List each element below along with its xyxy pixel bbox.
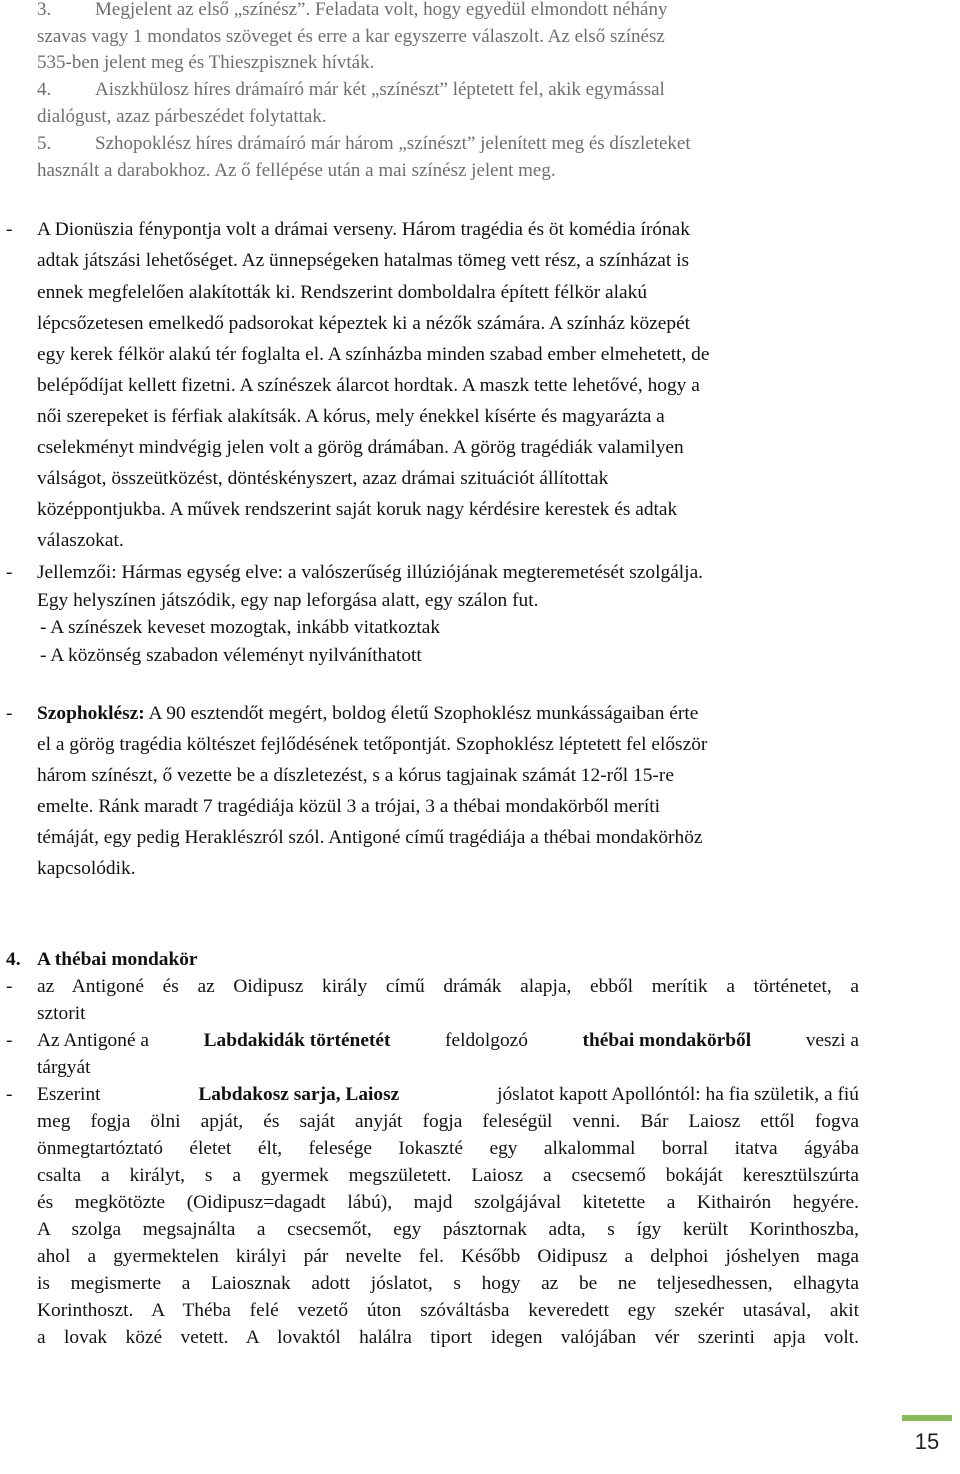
bullet-dash: - xyxy=(6,703,13,724)
paragraph-line: csalta a királyt, s a gyermek megszületett. Laiosz a csecsemő bokáját keresztülszúrta xyxy=(37,1165,859,1186)
szophoklesz-first-line xyxy=(37,703,698,725)
paragraph-line: A Dionüszia fénypontja volt a drámai verseny. Három tragédia és öt komédia írónak xyxy=(37,219,690,240)
paragraph-line: emelte. Ránk maradt 7 tragédiája közül 3 a trójai, 3 a thébai mondakörből meríti xyxy=(37,796,660,817)
paragraph-line: három színészt, ő vezette be a díszletezést, s a kórus tagjainak számát 12-ről 15-re xyxy=(37,765,674,786)
paragraph-line: önmegtartóztató életet élt, felesége Iokaszté egy alkalommal borral itatva ágyába xyxy=(37,1138,859,1159)
paragraph-line: tárgyát xyxy=(37,1057,91,1078)
paragraph-line: el a görög tragédia költészet fejlődésének tetőpontját. Szophoklész léptetett fel először xyxy=(37,734,708,755)
paragraph-line: kapcsolódik. xyxy=(37,858,136,879)
list-number: 5. xyxy=(37,133,52,154)
list-number: 3. xyxy=(37,0,52,20)
paragraph-line: Egy helyszínen játszódik, egy nap leforgása alatt, egy szálon fut. xyxy=(37,590,539,611)
paragraph-text: A 90 esztendőt megért, boldog életű Szophoklész munkásságaiban érte xyxy=(148,703,699,724)
text-segment: veszi a xyxy=(805,1030,859,1051)
paragraph-line: sztorit xyxy=(37,1003,86,1024)
paragraph-line: Jellemzői: Hármas egység elve: a valószerűség illúziójának megteremetését szolgálja. xyxy=(37,562,704,583)
text-segment: feldolgozó xyxy=(445,1030,528,1051)
list-line: dialógust, azaz párbeszédet folytattak. xyxy=(37,106,327,127)
list-line: 535-ben jelent meg és Thieszpisznek hívták. xyxy=(37,52,375,73)
list-line: Megjelent az első „színész”. Feladata volt, hogy egyedül elmondott néhány xyxy=(95,0,668,20)
paragraph-line: az Antigoné és az Oidipusz király című drámák alapja, ebből merítik a történetet, a xyxy=(37,976,859,997)
list-line: szavas vagy 1 mondatos szöveget és erre a kar egyszerre válaszolt. Az első színész xyxy=(37,26,665,47)
sub-item: - A színészek keveset mozogtak, inkább vitatkoztak xyxy=(40,617,441,638)
list-number: 4. xyxy=(37,79,52,100)
paragraph-line: meg fogja ölni apját, és saját anyját fogja feleségül venni. Bár Laiosz ettől fogva xyxy=(37,1111,859,1132)
paragraph-line: középpontjukba. A művek rendszerint saját koruk nagy kérdésire kerestek és adtak xyxy=(37,499,678,520)
text-segment: Az Antigoné a xyxy=(37,1030,150,1051)
bullet-dash: - xyxy=(6,1030,13,1051)
paragraph-line: lépcsőzetesen emelkedő padsorokat képeztek ki a nézők számára. A színház közepét xyxy=(37,313,691,334)
paragraph-line: válságot, összeütközést, döntéskényszert, azaz drámai szituációt állítottak xyxy=(37,468,609,489)
bold-segment: Labdakosz sarja, Laiosz xyxy=(198,1084,400,1105)
szophoklesz-label: Szophoklész: xyxy=(37,703,145,724)
mixed-line xyxy=(37,1084,859,1106)
paragraph-line: női szerepeket is férfiak alakítsák. A kórus, mely énekkel kísérte és magyarázta a xyxy=(37,406,665,427)
page-number-box xyxy=(902,1415,952,1465)
paragraph-line: ahol a gyermektelen királyi pár nevelte fel. Később Oidipusz a delphoi jóshelyen maga xyxy=(37,1246,859,1267)
bullet-dash: - xyxy=(6,219,13,240)
paragraph-line: ennek megfelelően alakították ki. Rendszerint domboldalra épített félkör alakú xyxy=(37,282,648,303)
paragraph-line: adtak játszási lehetőséget. Az ünnepségeken hatalmas tömeg vett rész, a színházat is xyxy=(37,250,690,271)
page-number: 15 xyxy=(914,1429,940,1454)
paragraph-line: Korinthoszt. A Théba felé vezető úton szóváltásba keveredett egy szekér utasával, akit xyxy=(37,1300,859,1321)
bold-segment: Labdakidák történetét xyxy=(203,1030,391,1051)
paragraph-line: a lovak közé vetett. A lovaktól halálra tiport idegen valójában vér szerinti apja volt. xyxy=(37,1327,859,1348)
paragraph-line: egy kerek félkör alakú tér foglalta el. A színházba minden szabad ember elmehetett, de xyxy=(37,344,710,365)
bullet-dash: - xyxy=(6,976,13,997)
bold-segment: thébai mondakörből xyxy=(582,1030,752,1051)
list-line: Szhopoklész híres drámaíró már három „színészt” jelenített meg és díszleteket xyxy=(95,133,691,154)
paragraph-line: válaszokat. xyxy=(37,530,124,551)
paragraph-line: is megismerte a Laiosznak adott jóslatot, s hogy az be ne teljesedhessen, elhagyta xyxy=(37,1273,859,1294)
text-segment: jóslatot kapott Apollóntól: ha fia születik, a fiú xyxy=(497,1084,859,1105)
paragraph-line: belépődíjat kellett fizetni. A színészek álarcot hordtak. A maszk tette lehetővé, hogy a xyxy=(37,375,700,396)
paragraph-line: témáját, egy pedig Heraklészról szól. Antigoné című tragédiája a thébai mondakörhöz xyxy=(37,827,703,848)
bullet-dash: - xyxy=(6,1084,13,1105)
list-line: használt a darabokhoz. Az ő fellépése után a mai színész jelent meg. xyxy=(37,160,556,181)
list-line: Aiszkhülosz híres drámaíró már két „színészt” léptetett fel, akik egymással xyxy=(95,79,665,100)
paragraph-line: cselekményt mindvégig jelen volt a görög drámában. A görög tragédiák valamilyen xyxy=(37,437,684,458)
paragraph-line: A szolga megsajnálta a csecsemőt, egy pásztornak adta, s így került Korinthoszba, xyxy=(37,1219,859,1240)
page-number-accent-bar xyxy=(902,1415,952,1421)
bullet-dash: - xyxy=(6,562,13,583)
paragraph-line: és megkötözte (Oidipusz=dagadt lábú), majd szolgájával kitetette a Kithairón hegyére. xyxy=(37,1192,859,1213)
mixed-line xyxy=(37,1030,859,1052)
sub-item: - A közönség szabadon véleményt nyilváníthatott xyxy=(40,645,422,666)
text-segment: Eszerint xyxy=(37,1084,101,1105)
section-title: A thébai mondakör xyxy=(37,949,198,970)
section-number: 4. xyxy=(6,949,21,970)
